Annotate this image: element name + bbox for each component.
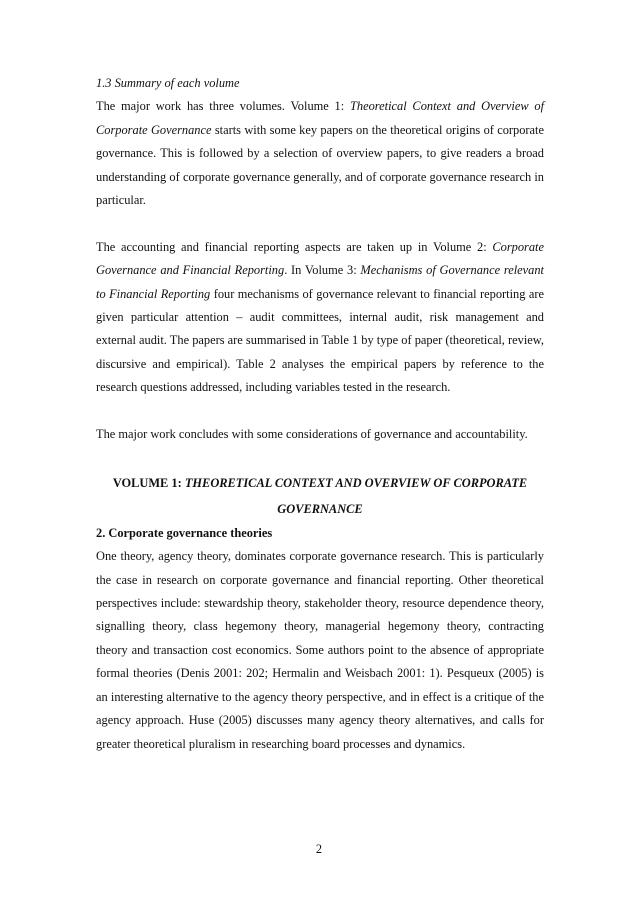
- paragraph-text: . In Volume 3:: [284, 263, 361, 278]
- section-1-3-paragraph-1: [96, 95, 544, 212]
- paragraph-text: The accounting and financial reporting aspects are taken up in Volume 2:: [96, 239, 493, 254]
- paragraph-text: The major work has three volumes. Volume 1:: [96, 99, 350, 114]
- section-1-3-paragraph-2: [96, 236, 544, 400]
- section-2-paragraph: One theory, agency theory, dominates corporate governance research. This is particularly the case in research on corporate governance and financial reporting. Other theoretical perspectives include: stewardship theory, stakeholder theory, resource dependence theory, signalling theory, class hegemony theory, managerial hegemony theory, contracting theory and transaction cost economics. Some authors point to the absence of appropriate formal theories (Denis 2001: 202; Hermalin and Weisbach 2001: 1). Pesqueux (2005) is an interesting alternative to the agency theory perspective, and in effect is a critique of the agency approach. Huse (2005) discusses many agency theory alternatives, and calls for greater theoretical pluralism in researching board processes and dynamics.: [96, 549, 544, 751]
- volume-heading-prefix: VOLUME 1:: [112, 475, 185, 490]
- section-1-3-paragraph-3: The major work concludes with some considerations of governance and accountability.: [96, 427, 528, 442]
- paragraph-text: four mechanisms of governance relevant to financial reporting are given particular attention – audit committees, internal audit, risk management and external audit. The papers are summarised in Table 1 by type of paper (theoretical, review, discursive and empirical). Table 2 analyses the empirical papers by reference to the research questions addressed, including variables tested in the research.: [96, 286, 544, 395]
- section-1-3-heading: 1.3 Summary of each volume: [96, 76, 240, 90]
- volume-1-title-reference: Theoretical Context and Overview of Corporate Governance: [96, 99, 545, 137]
- volume-3-title-reference: Mechanisms of Governance relevant to Financial Reporting: [96, 263, 544, 301]
- paragraph-text: starts with some key papers on the theoretical origins of corporate governance. This is followed by a selection of overview papers, to give readers a broad understanding of corporate governance generally, and of corporate governance research in particular.: [96, 122, 544, 208]
- page-number: 2: [315, 842, 323, 856]
- volume-2-title-reference: Corporate Governance and Financial Reporting: [96, 239, 544, 278]
- page-content: [96, 72, 544, 756]
- volume-heading-title: THEORETICAL CONTEXT AND OVERVIEW OF CORPORATE GOVERNANCE: [184, 475, 528, 516]
- volume-1-heading: [96, 470, 544, 522]
- section-2-heading: 2. Corporate governance theories: [96, 525, 273, 540]
